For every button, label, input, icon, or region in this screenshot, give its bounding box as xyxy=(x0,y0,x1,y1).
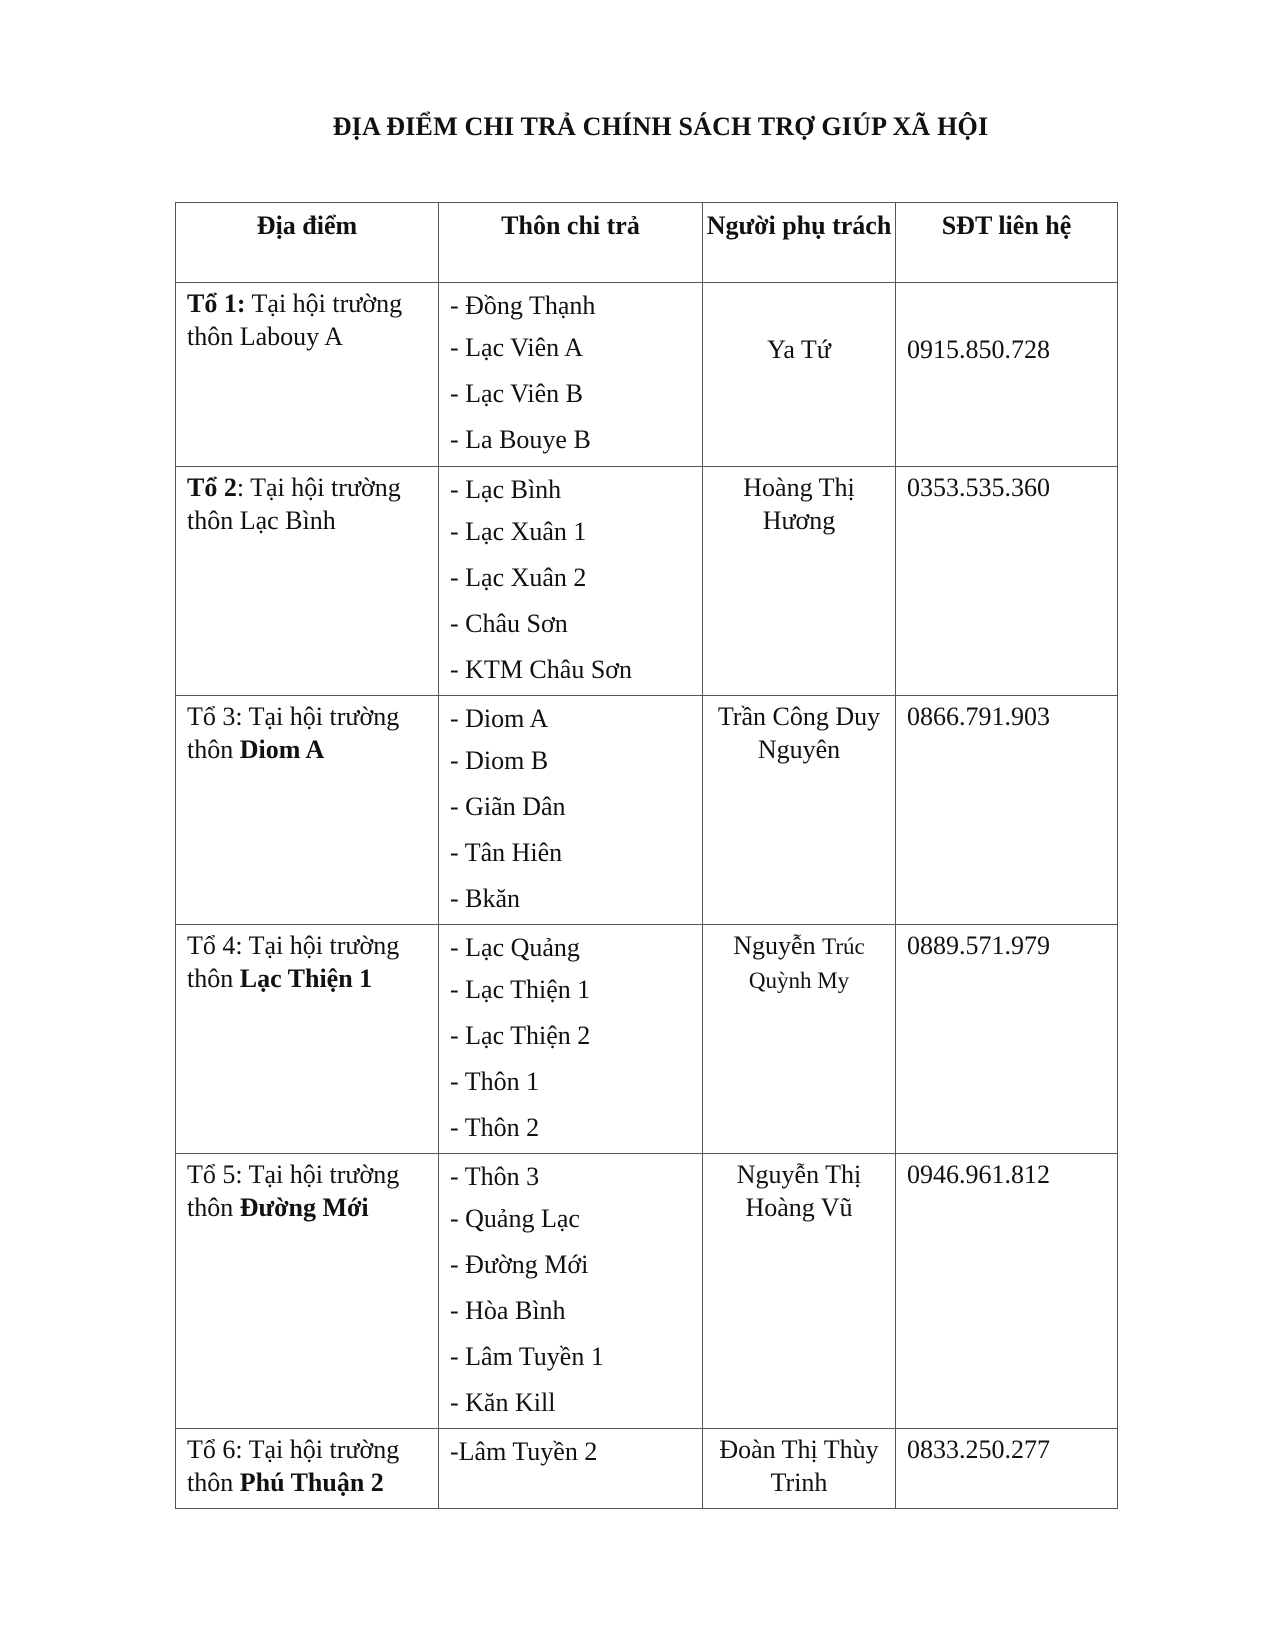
phone-cell: 0833.250.277 xyxy=(896,1429,1118,1509)
person-cell: Nguyễn Trúc Quỳnh My xyxy=(703,925,896,1154)
village-item: - Bkăn xyxy=(450,884,521,913)
village-item: - Lạc Viên A xyxy=(450,333,583,362)
village-item: - Lạc Viên B xyxy=(450,379,583,408)
village-item: - Lâm Tuyền 1 xyxy=(450,1342,604,1371)
village-item: - Lạc Thiện 2 xyxy=(450,1021,591,1050)
location-cell: Tổ 2: Tại hội trường thôn Lạc Bình xyxy=(176,467,439,696)
location-cell: Tổ 6: Tại hội trường thôn Phú Thuận 2 xyxy=(176,1429,439,1509)
table-row xyxy=(176,1429,1118,1509)
village-item: - Hòa Bình xyxy=(450,1296,566,1325)
phone-cell: 0915.850.728 xyxy=(896,283,1118,467)
table-row xyxy=(176,1154,1118,1429)
person-cell: Nguyễn Thị Hoàng Vũ xyxy=(703,1154,896,1429)
payment-schedule-table xyxy=(175,202,1118,1509)
header-phone: SĐT liên hệ xyxy=(896,203,1118,283)
village-item: - Diom B xyxy=(450,746,549,775)
person-cell: Đoàn Thị Thùy Trinh xyxy=(703,1429,896,1509)
table-row xyxy=(176,925,1118,1154)
village-item: -Lâm Tuyền 2 xyxy=(450,1437,598,1466)
village-item: - Lạc Xuân 1 xyxy=(450,517,587,546)
location-cell: Tổ 5: Tại hội trường thôn Đường Mới xyxy=(176,1154,439,1429)
location-cell: Tổ 4: Tại hội trường thôn Lạc Thiện 1 xyxy=(176,925,439,1154)
village-item: - Kăn Kill xyxy=(450,1388,556,1417)
village-item: - Tân Hiên xyxy=(450,838,563,867)
village-item: - Giãn Dân xyxy=(450,792,566,821)
villages-cell xyxy=(439,1429,703,1509)
village-item: - Đồng Thạnh xyxy=(450,291,596,320)
village-item: - Thôn 3 xyxy=(450,1162,540,1191)
phone-cell: 0866.791.903 xyxy=(896,696,1118,925)
table-row xyxy=(176,283,1118,467)
table-row xyxy=(176,467,1118,696)
village-item: - Diom A xyxy=(450,704,549,733)
document-title: ĐỊA ĐIỂM CHI TRẢ CHÍNH SÁCH TRỢ GIÚP XÃ HỘI xyxy=(332,112,989,141)
village-item: - Lạc Thiện 1 xyxy=(450,975,591,1004)
villages-cell xyxy=(439,467,703,696)
village-item: - La Bouye B xyxy=(450,425,591,454)
village-item: - Lạc Bình xyxy=(450,475,562,504)
phone-cell: 0353.535.360 xyxy=(896,467,1118,696)
person-cell: Ya Tứ xyxy=(703,283,896,467)
village-item: - Thôn 2 xyxy=(450,1113,540,1142)
location-cell: Tổ 3: Tại hội trường thôn Diom A xyxy=(176,696,439,925)
header-villages: Thôn chi trả xyxy=(439,203,703,283)
table-header-row xyxy=(176,203,1118,283)
location-cell: Tổ 1: Tại hội trường thôn Labouy A xyxy=(176,283,439,467)
villages-cell xyxy=(439,696,703,925)
village-item: - KTM Châu Sơn xyxy=(450,655,633,684)
header-location: Địa điểm xyxy=(176,203,439,283)
person-cell: Trần Công Duy Nguyên xyxy=(703,696,896,925)
village-item: - Lạc Quảng xyxy=(450,933,580,962)
header-person: Người phụ trách xyxy=(703,203,896,283)
villages-cell xyxy=(439,283,703,467)
village-item: - Đường Mới xyxy=(450,1250,589,1279)
villages-cell xyxy=(439,925,703,1154)
person-cell: Hoàng Thị Hương xyxy=(703,467,896,696)
village-item: - Thôn 1 xyxy=(450,1067,540,1096)
village-item: - Lạc Xuân 2 xyxy=(450,563,587,592)
village-item: - Châu Sơn xyxy=(450,609,568,638)
phone-cell: 0946.961.812 xyxy=(896,1154,1118,1429)
phone-cell: 0889.571.979 xyxy=(896,925,1118,1154)
table-row xyxy=(176,696,1118,925)
village-item: - Quảng Lạc xyxy=(450,1204,580,1233)
villages-cell xyxy=(439,1154,703,1429)
